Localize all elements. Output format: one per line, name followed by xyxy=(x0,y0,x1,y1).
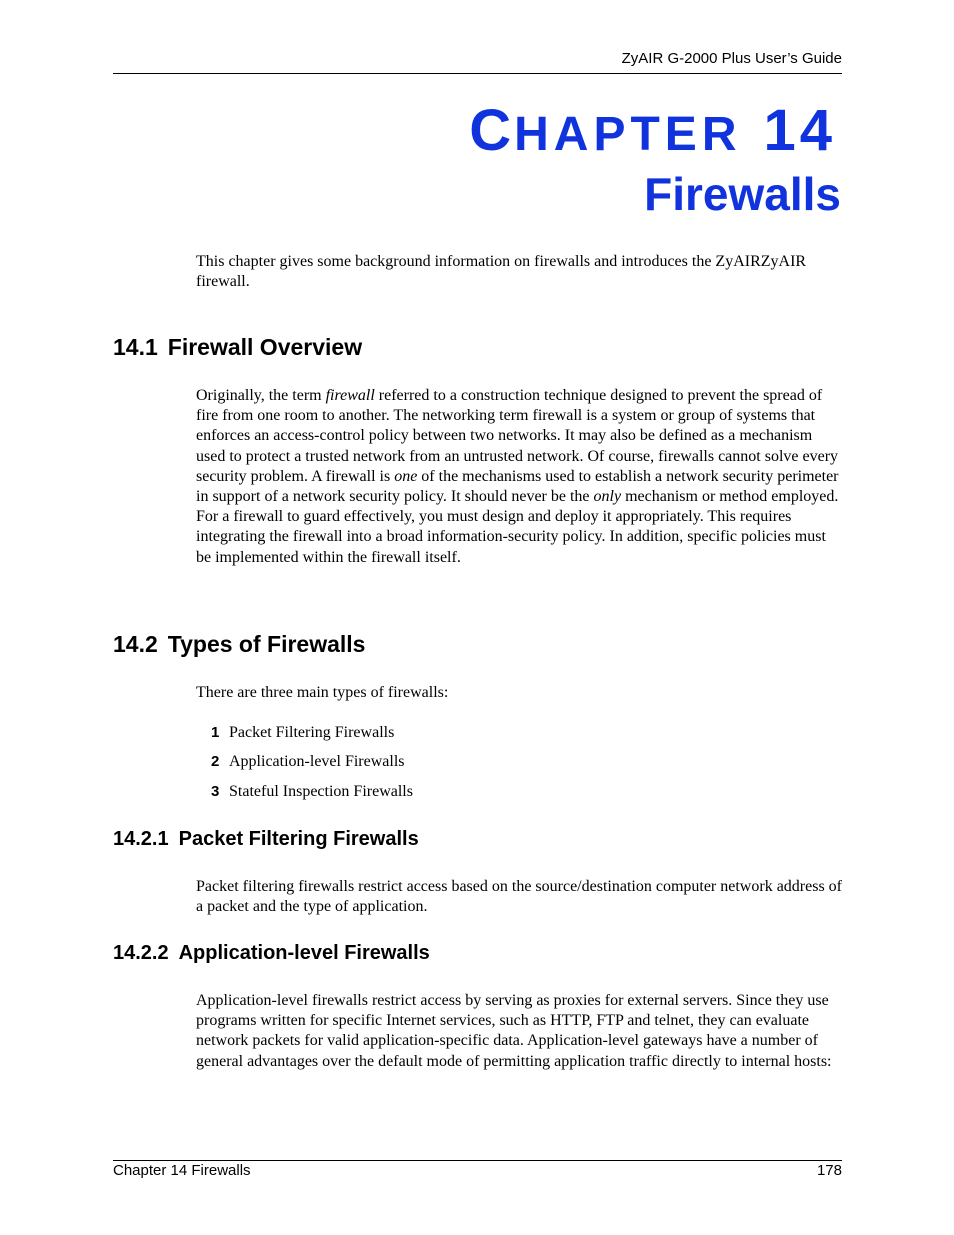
list-number: 3 xyxy=(211,783,220,800)
chapter-number: 14 xyxy=(763,98,836,163)
list-text: Application-level Firewalls xyxy=(229,753,405,770)
footer xyxy=(113,1162,842,1179)
subsection-heading-application-level xyxy=(113,942,430,965)
paragraph-text: mechanism or method employed. For a firewall to guard effectively, you must design and deploy it appropriately. This requires integrating the firewall into a broad information-security policy. In addition, specific policies must be implemented within the firewall itself. xyxy=(196,488,839,566)
list-number: 2 xyxy=(211,753,220,770)
subsection-heading-packet-filtering xyxy=(113,828,419,851)
chapter-title: Firewalls xyxy=(644,168,841,220)
types-intro-paragraph: There are three main types of firewalls: xyxy=(196,684,449,701)
section-title: Firewall Overview xyxy=(167,334,363,360)
list-text: Stateful Inspection Firewalls xyxy=(229,783,413,800)
footer-rule xyxy=(113,1160,842,1161)
paragraph-text: of the mechanisms used to establish a network security perimeter in support of a network security policy. It should never be the xyxy=(196,467,839,506)
subsection-title: Packet Filtering Firewalls xyxy=(178,828,419,850)
list-text: Packet Filtering Firewalls xyxy=(229,724,395,741)
list-item xyxy=(211,783,413,801)
section-heading-firewall-overview xyxy=(113,334,362,361)
section-title: Types of Firewalls xyxy=(167,631,366,657)
section-number: 14.2 xyxy=(113,631,158,657)
footer-chapter: Chapter 14 Firewalls xyxy=(113,1162,251,1179)
paragraph-text: referred to a construction technique designed to prevent the spread of fire from one room to another. The networking term firewall is a system or group of systems that enforces an access-control policy between two networks. It may also be defined as a mechanism used to protect a trusted network from an untrusted network. Of course, firewalls cannot solve every security problem. A firewall is xyxy=(196,387,839,485)
chapter-label-rest: HAPTER xyxy=(514,108,742,161)
running-header: ZyAIR G-2000 Plus User’s Guide xyxy=(621,50,842,67)
section-number: 14.1 xyxy=(113,334,158,360)
application-level-paragraph: Application-level firewalls restrict access by serving as proxies for external servers. Since they use programs written for specific Internet services, such as HTTP, FTP and telnet, they can evaluate network packets for valid application-specific data. Application-level gateways have a number of general advantages over the default mode of permitting application traffic directly to internal hosts: xyxy=(196,992,832,1070)
packet-filtering-paragraph: Packet filtering firewalls restrict access based on the source/destination computer network address of a packet and the type of application. xyxy=(196,878,842,916)
header-rule xyxy=(113,73,842,74)
section-heading-types-of-firewalls xyxy=(113,631,365,658)
list-number: 1 xyxy=(211,724,220,741)
subsection-number: 14.2.2 xyxy=(113,942,169,964)
list-item xyxy=(211,753,405,771)
list-item xyxy=(211,724,394,742)
page-number: 178 xyxy=(816,1162,842,1179)
subsection-number: 14.2.1 xyxy=(113,828,169,850)
emphasis-one: one xyxy=(394,467,418,485)
chapter-label-initial: C xyxy=(469,98,515,163)
firewall-overview-paragraph xyxy=(196,386,844,568)
emphasis-only: only xyxy=(593,488,622,506)
intro-paragraph: This chapter gives some background information on firewalls and introduces the ZyAIRZyAIR firewall. xyxy=(196,253,807,291)
emphasis-firewall: firewall xyxy=(325,387,375,404)
chapter-label xyxy=(469,96,836,170)
paragraph-text: Originally, the term xyxy=(196,387,326,404)
subsection-title: Application-level Firewalls xyxy=(178,942,430,964)
